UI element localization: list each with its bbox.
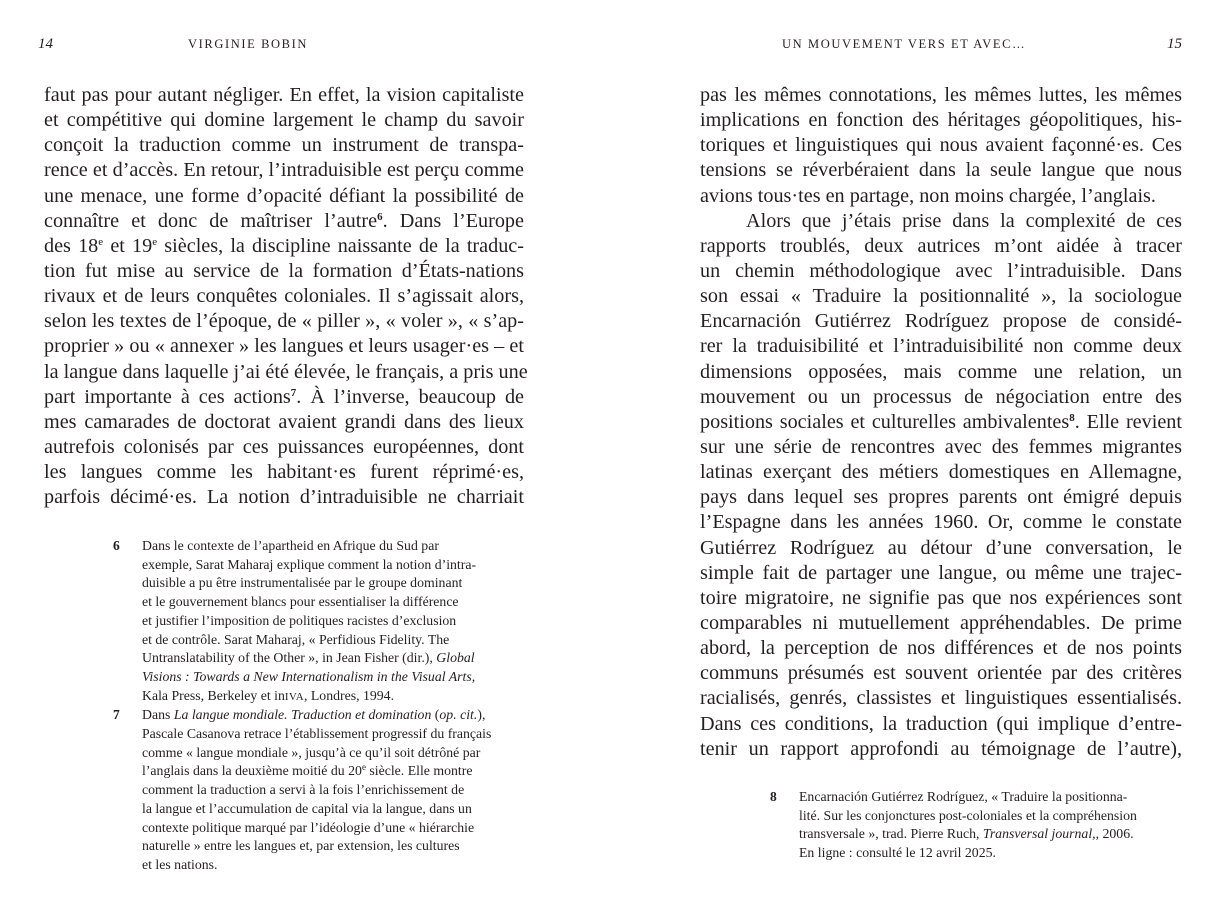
text-fragment: ( [431,707,440,723]
text-line: communs présumés est souvent orientée par des critères [700,662,1182,685]
text-fragment: part importante à ces actions [44,385,291,408]
text-fragment: et 19 [103,234,153,257]
text-line: comparables ni mutuellement appréhendables. De prime [700,611,1182,634]
text-line: pays dans lequel ses propres parents ont émigré depuis [700,486,1182,509]
footnote-8 [770,788,1190,863]
text-fragment: siècle. Elle montre [365,763,473,779]
text-line: abord, la perception de nos différences et de nos points [700,637,1182,660]
body-text [700,83,1182,762]
footnote-line: Pascale Casanova retrace l’établissement progressif du français [142,726,492,742]
footnote-line: et justifier l’imposition de politiques racistes d’exclusion [142,612,457,628]
text-line: Gutiérrez Rodríguez au détour d’une conversation, le [700,536,1182,559]
superscript: e [361,762,366,773]
footnote-line: comment la traduction a servi à la fois l’enrichissement de [142,782,465,798]
footnote-line [142,762,533,781]
text-fragment: Kala Press, Berkeley et in [142,687,285,703]
text-fragment: positions sociales et culturelles ambivalentes [700,410,1070,433]
small-caps: IVA [284,690,304,703]
text-line: pas les mêmes connotations, les mêmes luttes, les mêmes [700,84,1182,106]
footnote-number: 7 [113,707,120,723]
text-line: racialisés, genrés, classistes et linguistiques essentialisés. [700,687,1182,710]
footnote-line: lité. Sur les conjonctures post-coloniales et la compréhension [799,807,1137,823]
text-line: les langues comme les habitant·es furent réprimé·es, [44,461,524,484]
text-line: simple fait de partager une langue, ou même une trajec- [700,561,1182,584]
footnote-line: Encarnación Gutiérrez Rodríguez, « Traduire la positionna- [799,789,1128,804]
footnote-line: et le gouvernement blancs pour essentialiser la différence [142,594,459,610]
italic-text: op. cit. [439,707,478,723]
footnote-line: et de contrôle. Sarat Maharaj, « Perfidious Fidelity. The [142,631,450,647]
text-line: sur une série de rencontres avec des femmes migrantes [700,435,1182,458]
footnote-line: Dans le contexte de l’apartheid en Afrique du Sud par [142,538,439,553]
footnote-6 [113,537,533,706]
footnote-line: naturelle » entre les langues et, par extension, les cultures [142,838,460,854]
text-line: selon les textes de l’époque, de « piller », « voler », « s’ap- [44,310,524,333]
text-line: Dans ces conditions, la traduction (qui implique d’entre- [700,712,1182,735]
footnote-line: duisible a pu être instrumentalisée par le groupe dominant [142,575,463,591]
footnote-number: 6 [113,538,120,553]
footnote-ref-8[interactable]: 8 [1069,411,1075,424]
footnote-line: exemple, Sarat Maharaj explique comment la notion d’intra- [142,556,477,572]
text-fragment: Dans [142,707,174,723]
text-line: tion fut mise au service de la formation d’États-nations [44,259,524,282]
text-fragment: , 2006. [1095,826,1134,842]
text-line: et compétitive qui domine largement le champ du savoir [44,109,524,132]
footnotes [113,537,533,875]
text-line [44,234,524,259]
superscript: e [152,235,158,248]
footnote-line [142,649,533,668]
footnote-line: contexte politique marqué par l’idéologie d’une « hiérarchie [142,819,475,835]
footnote-7 [113,706,533,874]
footnote-line: En ligne : consulté le 12 avril 2025. [799,845,996,861]
footnote-ref-6[interactable]: 6 [377,210,383,223]
text-line: conçoit la traduction comme un instrument de transpa- [44,134,524,157]
text-line: autrefois colonisés par ces puissances européennes, dont [44,435,524,458]
text-line: latinas exerçant des métiers domestiques en Allemagne, [700,461,1182,484]
text-line: toriques et linguistiques qui nous avaient façonné·es. Ces [700,134,1182,157]
footnote-line: la langue et l’accumulation de capital via la langue, dans un [142,800,472,816]
footnote-number: 8 [770,789,777,804]
italic-title: La langue mondiale. Traduction et domination [173,707,432,723]
text-line: avions tous·tes en partage, non moins chargée, l’anglais. [700,184,1156,207]
text-line: la langue dans laquelle j’ai été élevée, le français, a pris une [44,360,528,383]
running-head-author: VIRGINIE BOBIN [188,37,308,51]
page-number: 15 [1167,36,1182,52]
text-fragment: des 18 [44,234,99,257]
text-fragment: . À l’inverse, beaucoup de [296,385,524,408]
footnote-ref-7[interactable]: 7 [290,386,297,399]
footnote-line: Visions : Towards a New Internationalism in the Visual Arts, [142,668,476,684]
text-fragment: transversale », trad. Pierre Ruch, [799,826,983,842]
text-line: mes camarades de doctorat avaient grandi dans des lieux [44,410,524,433]
text-fragment: connaître et donc de maîtriser l’autre [44,209,378,232]
running-head-title: UN MOUVEMENT VERS ET AVEC… [782,37,1027,51]
text-fragment: l’anglais dans la deuxième moitié du 20 [142,763,362,779]
text-fragment: siècles, la discipline naissante de la traduc- [157,234,524,257]
text-line: parfois décimé·es. La notion d’intraduisible ne charriait [44,486,524,509]
text-line: une menace, une forme d’opacité défiant la possibilité de [44,184,524,207]
footnote-line [799,825,1190,844]
text-line: rivaux et de leurs conquêtes coloniales. Il s’agissait alors, [44,285,524,308]
text-line: rence et d’accès. En retour, l’intraduisible est perçu comme [44,159,524,182]
text-line: tensions se réverbéraient dans la seule langue que nous [700,159,1182,182]
footnote-line [142,706,533,725]
body-text [44,83,528,510]
italic-title: Global [436,650,475,666]
text-fragment: , Londres, 1994. [303,687,395,703]
text-line: dimensions opposées, mais comme une relation, un [700,360,1182,383]
text-line: tenir un rapport approfondi au témoignage de l’autre), [700,737,1182,760]
footnote-line: comme « langue mondiale », jusqu’à ce qu’il soit détrôné par [142,744,481,760]
text-line: rapports troublés, deux autrices m’ont aidée à tracer [700,234,1182,257]
text-line: rer la traduisibilité et l’intraduisibilité non comme deux [700,335,1182,358]
text-line: implications en fonction des héritages géopolitiques, his- [700,109,1182,132]
text-fragment: . Dans l’Europe [382,209,524,232]
footnote-line [142,687,533,707]
footnotes [770,788,1190,863]
italic-title: Transversal journal, [982,826,1096,842]
text-line [700,410,1182,435]
text-line: Alors que j’étais prise dans la complexité de ces [746,209,1182,232]
text-fragment: Untranslatability of the Other », in Jean Fisher (dir.), [142,650,437,666]
page-number: 14 [38,36,53,52]
text-fragment: . Elle revient [1074,410,1182,433]
text-line: proprier » ou « annexer » les langues et leurs usager·es – et [44,335,524,358]
footnote-line: et les nations. [142,856,218,872]
text-line: faut pas pour autant négliger. En effet, la vision capitaliste [44,84,524,106]
superscript: e [98,235,104,248]
text-line: toire migratoire, ne signifie pas que nos expériences sont [700,586,1182,609]
text-line: un chemin méthodologique avec l’intraduisible. Dans [700,259,1182,282]
text-line: Encarnación Gutiérrez Rodríguez propose de considé- [700,310,1182,333]
right-page [612,0,1224,903]
text-line [44,385,524,410]
text-line [44,209,524,234]
text-line: l’Espagne dans les années 1960. Or, comme le constate [700,511,1182,534]
text-line: mouvement ou un processus de négociation entre des [700,385,1182,408]
text-line: son essai « Traduire la positionnalité », la sociologue [700,285,1182,308]
text-fragment: ), [477,707,486,723]
